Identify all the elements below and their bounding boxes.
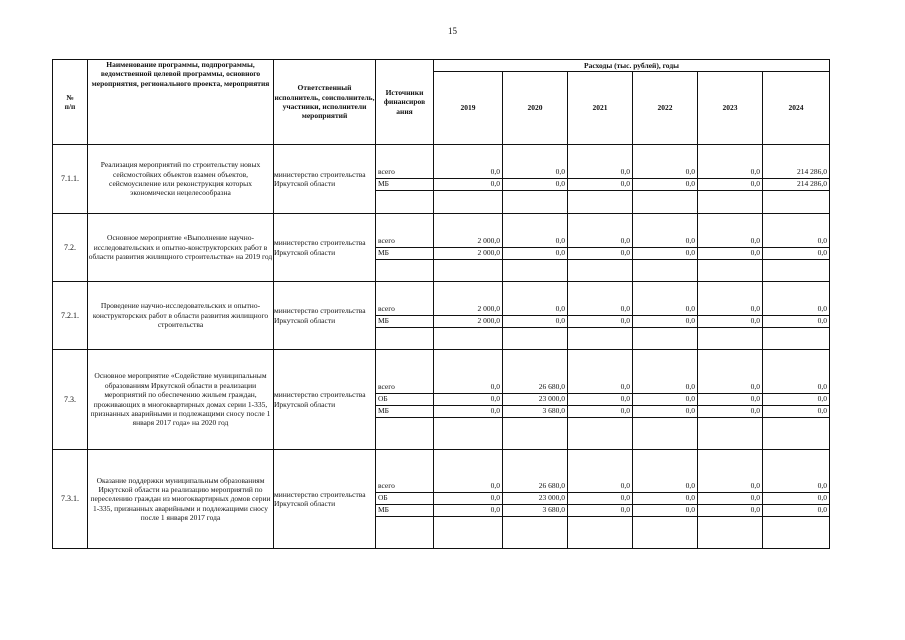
- expense-value: 0,0: [555, 179, 565, 188]
- row-responsible: министерство строительства Иркутской области: [274, 214, 376, 282]
- value-line: [698, 179, 762, 191]
- row-sources: [376, 282, 434, 350]
- row-responsible: министерство строительства Иркутской области: [274, 282, 376, 350]
- expense-value: 0,0: [555, 303, 565, 313]
- value-line: [633, 406, 697, 418]
- year-value-cell: [503, 214, 568, 282]
- expense-value: 26 680,0: [538, 481, 565, 490]
- expense-value: 0,0: [685, 381, 695, 391]
- expense-value: 214 286,0: [797, 179, 827, 188]
- expense-value: 2 000,0: [477, 235, 500, 245]
- header-year: 2022: [633, 72, 698, 145]
- value-line: [698, 167, 762, 179]
- year-value-cell: [503, 282, 568, 350]
- expense-value: 0,0: [750, 167, 760, 176]
- row-name: Основное мероприятие «Содействие муниципальным образованиям Иркутской области в реализации мероприятий по обеспечению жильем граждан, проживающих в многоквартирных домах серии 1-335, признанных аварийными и подлежащими сносу после 1 января 2017 года» на 2020 год: [88, 350, 274, 450]
- header-name: Наименование программы, подпрограммы, ведомственной целевой программы, основного мероприятия, регионального проекта, мероприятия: [88, 60, 274, 145]
- expense-value: 0,0: [817, 381, 827, 391]
- value-line: [568, 505, 632, 517]
- value-line: [633, 179, 697, 191]
- year-value-cell: [568, 350, 633, 450]
- expense-value: 0,0: [620, 167, 630, 176]
- year-value-cell: [434, 350, 503, 450]
- program-expenses-table: [52, 59, 830, 549]
- value-line: [698, 382, 762, 394]
- header-number: № п/п: [53, 60, 88, 145]
- value-line: [698, 481, 762, 493]
- expense-value: 0,0: [620, 235, 630, 245]
- expense-value: 26 680,0: [538, 381, 565, 391]
- expense-value: 0,0: [750, 381, 760, 391]
- value-line: [503, 394, 567, 406]
- expense-value: 0,0: [620, 393, 630, 403]
- expense-value: 0,0: [620, 381, 630, 391]
- expense-value: 23 000,0: [538, 393, 565, 403]
- row-name: Основное мероприятие «Выполнение научно-исследовательских и опытно-конструкторских работ в области развития жилищного строительства» на 2019 год: [88, 214, 274, 282]
- expense-value: 0,0: [750, 303, 760, 313]
- expense-value: 0,0: [490, 493, 500, 502]
- expense-value: 0,0: [490, 381, 500, 391]
- year-value-cell: [698, 214, 763, 282]
- value-line: [763, 382, 829, 394]
- value-line: [763, 248, 829, 260]
- expense-value: 0,0: [685, 315, 695, 325]
- expense-value: 0,0: [817, 493, 827, 502]
- expense-value: 0,0: [817, 393, 827, 403]
- value-line: [633, 505, 697, 517]
- year-value-cell: [698, 350, 763, 450]
- year-value-cell: [763, 214, 830, 282]
- year-value-cell: [503, 350, 568, 450]
- year-value-cell: [503, 450, 568, 549]
- expense-value: 0,0: [685, 405, 695, 415]
- expense-value: 0,0: [685, 505, 695, 514]
- source-label: всего: [378, 235, 395, 245]
- expense-value: 0,0: [555, 315, 565, 325]
- source-label: всего: [378, 381, 395, 391]
- value-line: [434, 236, 502, 248]
- expense-value: 0,0: [555, 167, 565, 176]
- expense-value: 0,0: [620, 179, 630, 188]
- page-number: 15: [448, 26, 457, 36]
- value-line: [568, 236, 632, 248]
- expense-value: 0,0: [490, 179, 500, 188]
- value-line: [568, 394, 632, 406]
- expense-value: 0,0: [750, 481, 760, 490]
- row-name: Реализация мероприятий по строительству новых сейсмостойких объектов взамен объектов, сейсмоусиление или реконструкция которых экономически нецелесообразна: [88, 145, 274, 214]
- value-line: [763, 179, 829, 191]
- source-line: [376, 248, 433, 260]
- value-line: [698, 304, 762, 316]
- value-line: [503, 248, 567, 260]
- year-value-cell: [698, 145, 763, 214]
- expense-value: 0,0: [750, 505, 760, 514]
- year-value-cell: [698, 282, 763, 350]
- source-line: [376, 493, 433, 505]
- source-label: МБ: [378, 247, 389, 257]
- value-line: [434, 394, 502, 406]
- source-label: ОБ: [378, 493, 388, 502]
- year-value-cell: [633, 350, 698, 450]
- expense-value: 0,0: [750, 179, 760, 188]
- expense-value: 0,0: [620, 247, 630, 257]
- source-line: [376, 394, 433, 406]
- expense-value: 0,0: [555, 247, 565, 257]
- year-value-cell: [568, 450, 633, 549]
- table-row: [53, 350, 830, 450]
- expense-value: 0,0: [685, 303, 695, 313]
- value-line: [434, 316, 502, 328]
- value-line: [763, 493, 829, 505]
- source-line: [376, 167, 433, 179]
- expense-value: 0,0: [817, 405, 827, 415]
- row-sources: [376, 214, 434, 282]
- year-value-cell: [633, 145, 698, 214]
- value-line: [763, 406, 829, 418]
- expense-value: 0,0: [620, 405, 630, 415]
- value-line: [633, 304, 697, 316]
- value-line: [698, 316, 762, 328]
- value-line: [434, 481, 502, 493]
- source-label: всего: [378, 167, 395, 176]
- value-line: [503, 382, 567, 394]
- header-responsible: Ответственный исполнитель, соисполнитель, участники, исполнители мероприятий: [274, 60, 376, 145]
- row-responsible: министерство строительства Иркутской области: [274, 450, 376, 549]
- row-number: 7.2.: [53, 214, 88, 282]
- year-value-cell: [633, 450, 698, 549]
- value-line: [503, 179, 567, 191]
- source-label: всего: [378, 303, 395, 313]
- expense-value: 0,0: [490, 393, 500, 403]
- value-line: [503, 316, 567, 328]
- value-line: [568, 406, 632, 418]
- source-label: МБ: [378, 405, 389, 415]
- header-year: 2020: [503, 72, 568, 145]
- header-year: 2023: [698, 72, 763, 145]
- value-line: [568, 179, 632, 191]
- value-line: [434, 179, 502, 191]
- row-name: Оказание поддержки муниципальным образованиям Иркутской области на реализацию мероприятий по переселению граждан из многоквартирных домов серии 1-335, признанных аварийными и подлежащими сносу после 1 января 2017 года: [88, 450, 274, 549]
- year-value-cell: [698, 450, 763, 549]
- expense-value: 0,0: [750, 235, 760, 245]
- source-line: [376, 481, 433, 493]
- row-responsible: министерство строительства Иркутской области: [274, 145, 376, 214]
- year-value-cell: [434, 282, 503, 350]
- value-line: [763, 394, 829, 406]
- expense-value: 0,0: [620, 481, 630, 490]
- value-line: [434, 248, 502, 260]
- value-line: [763, 304, 829, 316]
- source-label: ОБ: [378, 393, 388, 403]
- source-line: [376, 179, 433, 191]
- expense-value: 0,0: [490, 405, 500, 415]
- year-value-cell: [434, 214, 503, 282]
- year-value-cell: [763, 145, 830, 214]
- row-number: 7.2.1.: [53, 282, 88, 350]
- value-line: [434, 382, 502, 394]
- value-line: [503, 236, 567, 248]
- table-row: [53, 450, 830, 549]
- expense-value: 0,0: [620, 505, 630, 514]
- table-row: [53, 214, 830, 282]
- year-value-cell: [568, 214, 633, 282]
- expense-value: 2 000,0: [477, 303, 500, 313]
- expense-value: 0,0: [685, 247, 695, 257]
- row-number: 7.3.: [53, 350, 88, 450]
- expense-value: 0,0: [750, 393, 760, 403]
- row-name: Проведение научно-исследовательских и опытно-конструкторских работ в области развития жилищного строительства: [88, 282, 274, 350]
- source-line: [376, 316, 433, 328]
- year-value-cell: [434, 450, 503, 549]
- expense-value: 0,0: [490, 167, 500, 176]
- value-line: [503, 304, 567, 316]
- expense-value: 0,0: [685, 481, 695, 490]
- expense-value: 0,0: [620, 493, 630, 502]
- expense-value: 0,0: [685, 167, 695, 176]
- value-line: [568, 304, 632, 316]
- value-line: [763, 505, 829, 517]
- value-line: [434, 505, 502, 517]
- expense-value: 0,0: [685, 179, 695, 188]
- value-line: [763, 481, 829, 493]
- expense-value: 0,0: [685, 493, 695, 502]
- year-value-cell: [568, 282, 633, 350]
- value-line: [503, 167, 567, 179]
- value-line: [698, 236, 762, 248]
- expense-value: 23 000,0: [538, 493, 565, 502]
- expense-value: 0,0: [620, 315, 630, 325]
- expense-value: 0,0: [685, 235, 695, 245]
- header-year: 2021: [568, 72, 633, 145]
- value-line: [633, 167, 697, 179]
- value-line: [763, 236, 829, 248]
- value-line: [568, 382, 632, 394]
- value-line: [698, 505, 762, 517]
- row-sources: [376, 145, 434, 214]
- value-line: [568, 481, 632, 493]
- value-line: [568, 248, 632, 260]
- source-label: МБ: [378, 179, 389, 188]
- value-line: [503, 481, 567, 493]
- source-line: [376, 382, 433, 394]
- year-value-cell: [434, 145, 503, 214]
- year-value-cell: [763, 450, 830, 549]
- value-line: [434, 167, 502, 179]
- expense-value: 0,0: [750, 315, 760, 325]
- value-line: [698, 248, 762, 260]
- value-line: [763, 167, 829, 179]
- year-value-cell: [633, 214, 698, 282]
- value-line: [503, 406, 567, 418]
- value-line: [633, 481, 697, 493]
- expense-value: 3 680,0: [542, 505, 565, 514]
- expense-value: 2 000,0: [477, 315, 500, 325]
- expense-value: 3 680,0: [542, 405, 565, 415]
- year-value-cell: [763, 350, 830, 450]
- expense-value: 0,0: [817, 481, 827, 490]
- expense-value: 0,0: [750, 247, 760, 257]
- source-label: МБ: [378, 505, 389, 514]
- expense-value: 0,0: [817, 303, 827, 313]
- value-line: [568, 316, 632, 328]
- value-line: [633, 493, 697, 505]
- row-sources: [376, 450, 434, 549]
- expense-value: 0,0: [685, 393, 695, 403]
- expense-value: 0,0: [490, 505, 500, 514]
- source-label: МБ: [378, 315, 389, 325]
- value-line: [763, 316, 829, 328]
- header-source: Источники финансиров ания: [376, 60, 434, 145]
- value-line: [698, 394, 762, 406]
- value-line: [698, 493, 762, 505]
- value-line: [503, 505, 567, 517]
- year-value-cell: [633, 282, 698, 350]
- value-line: [434, 304, 502, 316]
- source-line: [376, 505, 433, 517]
- header-year: 2019: [434, 72, 503, 145]
- value-line: [434, 406, 502, 418]
- expense-value: 0,0: [490, 481, 500, 490]
- source-label: всего: [378, 481, 395, 490]
- expense-value: 0,0: [817, 315, 827, 325]
- expense-value: 0,0: [817, 235, 827, 245]
- expense-value: 0,0: [750, 405, 760, 415]
- header-expenses: Расходы (тыс. рублей), годы: [434, 60, 830, 72]
- value-line: [698, 406, 762, 418]
- value-line: [633, 236, 697, 248]
- expense-value: 0,0: [555, 235, 565, 245]
- source-line: [376, 236, 433, 248]
- expense-value: 0,0: [817, 505, 827, 514]
- value-line: [633, 382, 697, 394]
- value-line: [633, 316, 697, 328]
- year-value-cell: [503, 145, 568, 214]
- value-line: [633, 394, 697, 406]
- source-line: [376, 406, 433, 418]
- value-line: [434, 493, 502, 505]
- value-line: [568, 493, 632, 505]
- value-line: [633, 248, 697, 260]
- source-line: [376, 304, 433, 316]
- value-line: [503, 493, 567, 505]
- value-line: [568, 167, 632, 179]
- header-year: 2024: [763, 72, 830, 145]
- table-row: [53, 145, 830, 214]
- row-number: 7.1.1.: [53, 145, 88, 214]
- row-sources: [376, 350, 434, 450]
- expense-value: 0,0: [817, 247, 827, 257]
- expense-value: 0,0: [750, 493, 760, 502]
- expense-value: 0,0: [620, 303, 630, 313]
- year-value-cell: [763, 282, 830, 350]
- table-row: [53, 282, 830, 350]
- year-value-cell: [568, 145, 633, 214]
- row-number: 7.3.1.: [53, 450, 88, 549]
- row-responsible: министерство строительства Иркутской области: [274, 350, 376, 450]
- expense-value: 214 286,0: [797, 167, 827, 176]
- expense-value: 2 000,0: [477, 247, 500, 257]
